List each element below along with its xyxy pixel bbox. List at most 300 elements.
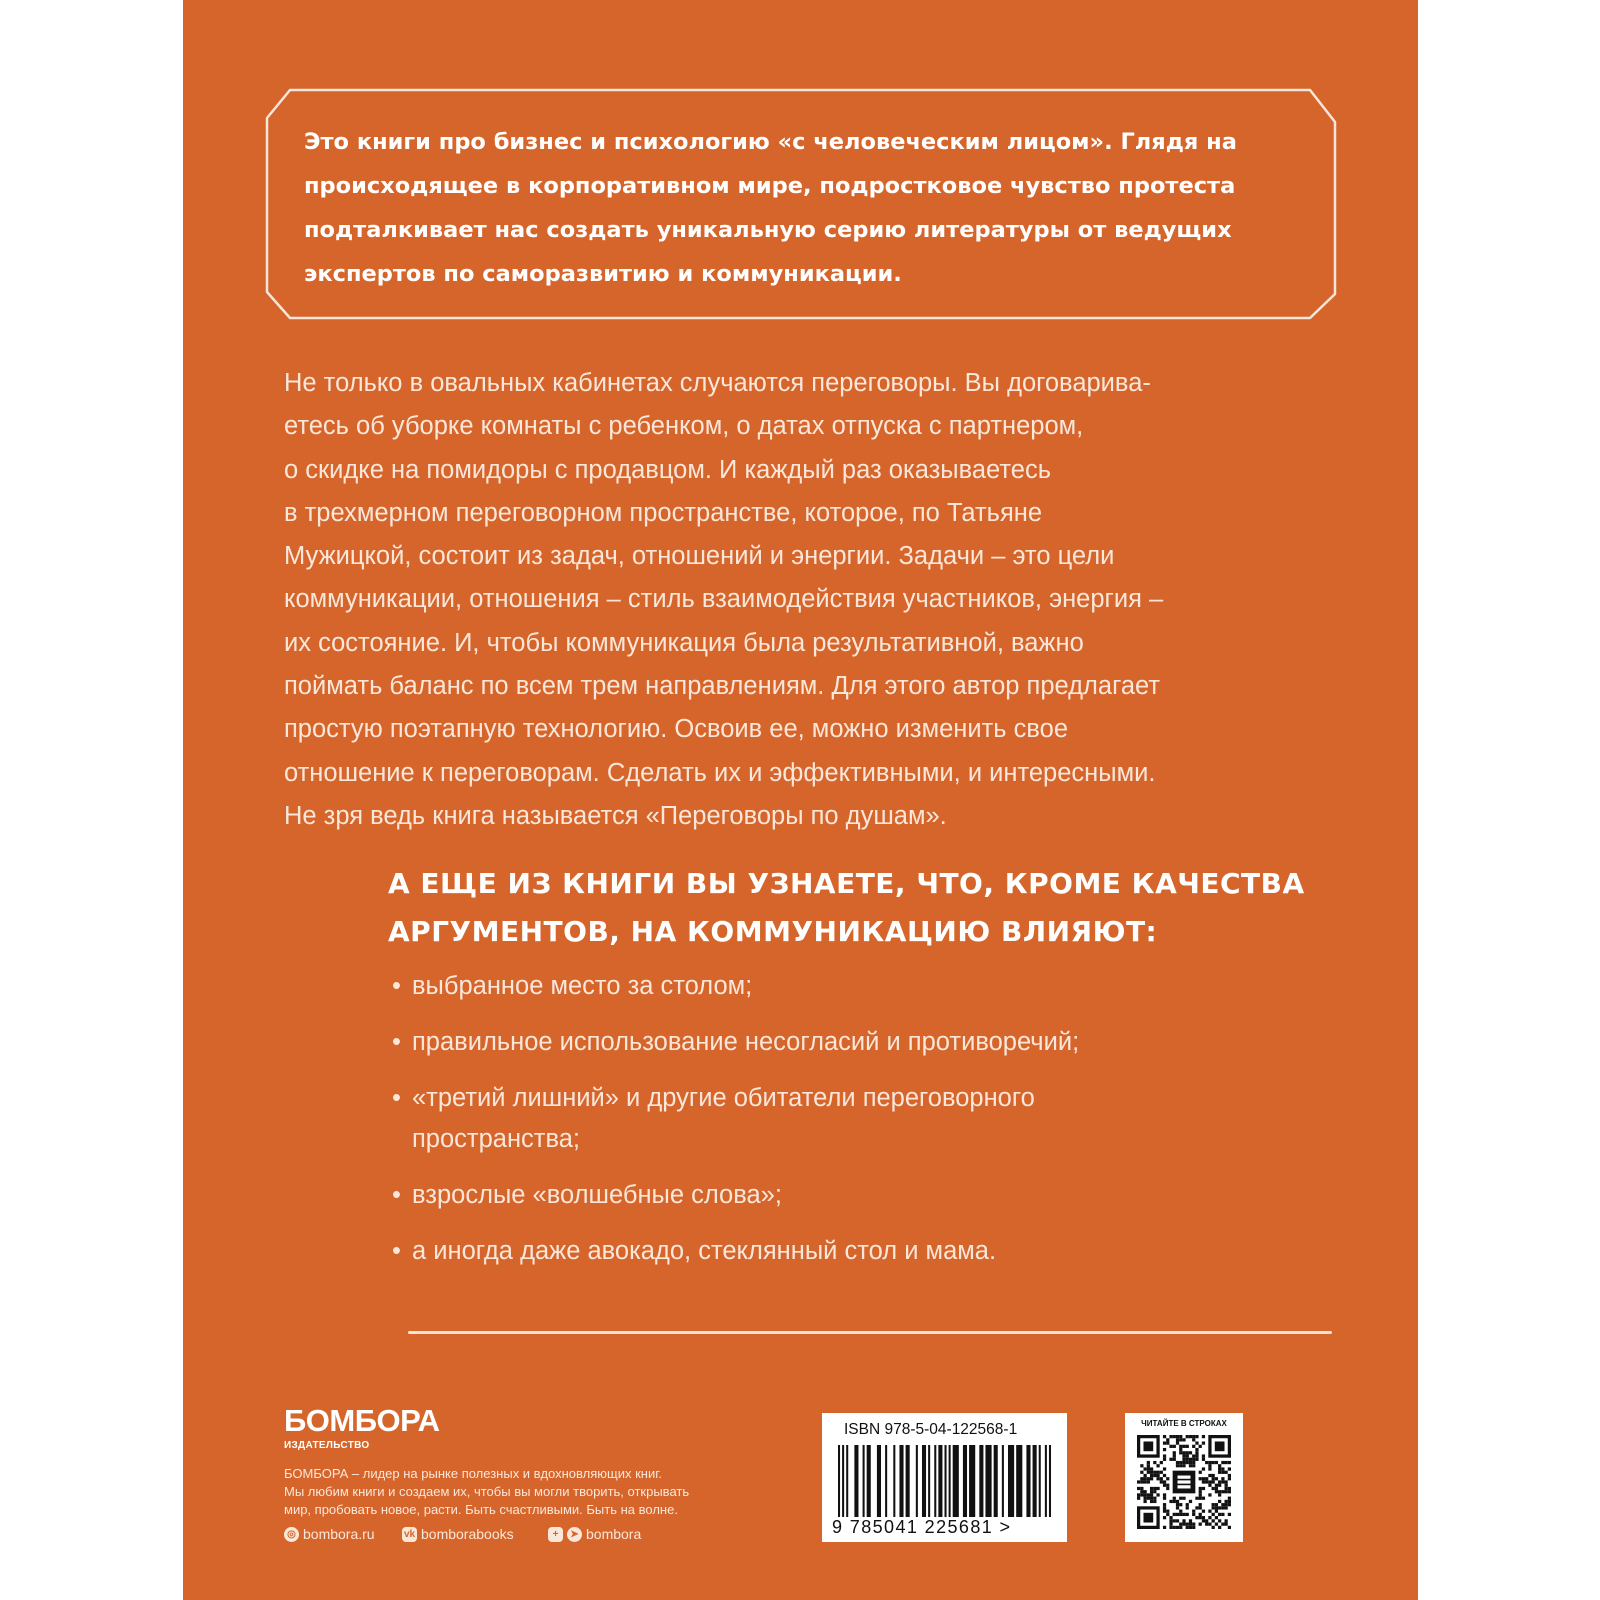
qr-module <box>1208 1464 1211 1467</box>
qr-module <box>1150 1497 1153 1500</box>
qr-module <box>1176 1503 1179 1506</box>
publisher-logo: БОМБОРА <box>284 1403 440 1438</box>
barcode-bar <box>854 1445 858 1517</box>
qr-module <box>1166 1438 1169 1441</box>
qr-module <box>1156 1464 1159 1467</box>
qr-module <box>1218 1493 1221 1496</box>
qr-module <box>1228 1490 1231 1493</box>
qr-module <box>1192 1438 1195 1441</box>
qr-module <box>1143 1497 1146 1500</box>
qr-module <box>1195 1458 1198 1461</box>
qr-module <box>1228 1503 1231 1506</box>
qr-module <box>1218 1480 1221 1483</box>
isbn-label: ISBN 978-5-04-122568-1 <box>844 1421 1018 1438</box>
qr-module <box>1140 1477 1143 1480</box>
qr-module <box>1163 1458 1166 1461</box>
qr-module <box>1156 1477 1159 1480</box>
qr-module <box>1169 1445 1172 1448</box>
qr-finder <box>1143 1513 1153 1523</box>
qr-module <box>1163 1503 1166 1506</box>
qr-module <box>1208 1467 1211 1470</box>
qr-module <box>1221 1523 1224 1526</box>
barcode-bar <box>979 1445 983 1517</box>
qr-module <box>1153 1474 1156 1477</box>
vk-icon: vk <box>403 1528 416 1540</box>
qr-module <box>1147 1477 1150 1480</box>
qr-module <box>1202 1454 1205 1457</box>
qr-module <box>1143 1500 1146 1503</box>
qr-module <box>1221 1506 1224 1509</box>
barcode-bar <box>994 1445 998 1517</box>
qr-module <box>1215 1523 1218 1526</box>
social-vk[interactable] <box>402 1526 514 1542</box>
qr-module <box>1163 1493 1166 1496</box>
qr-module <box>1202 1435 1205 1438</box>
qr-module <box>1160 1480 1163 1483</box>
qr-module <box>1212 1519 1215 1522</box>
barcode-bar <box>1002 1445 1004 1517</box>
qr-module <box>1137 1497 1140 1500</box>
qr-module <box>1212 1503 1215 1506</box>
qr-module <box>1225 1519 1228 1522</box>
qr-module <box>1208 1474 1211 1477</box>
qr-module <box>1225 1487 1228 1490</box>
qr-module <box>1228 1487 1231 1490</box>
qr-module <box>1147 1464 1150 1467</box>
barcode-bar <box>945 1445 947 1517</box>
qr-module <box>1199 1506 1202 1509</box>
qr-module <box>1212 1461 1215 1464</box>
barcode-bar <box>1008 1445 1014 1517</box>
qr-module <box>1192 1445 1195 1448</box>
qr-module <box>1186 1523 1189 1526</box>
qr-module <box>1140 1480 1143 1483</box>
publisher-line: БОМБОРА – лидер на рынке полезных и вдохновляющих книг. <box>284 1466 662 1481</box>
qr-module <box>1153 1497 1156 1500</box>
bullet-text: «третий лишний» и другие обитатели переговорного пространства; <box>412 1084 1035 1153</box>
social-text: bombora.ru <box>303 1526 375 1542</box>
barcode-digits: 9 785041 225681 > <box>832 1517 1012 1537</box>
qr-module <box>1173 1497 1176 1500</box>
qr-module <box>1189 1500 1192 1503</box>
qr-module <box>1163 1497 1166 1500</box>
qr-module <box>1153 1490 1156 1493</box>
heading-line: АРГУМЕНТОВ, НА КОММУНИКАЦИЮ ВЛИЯЮТ: <box>388 915 1158 948</box>
divider <box>408 1331 1332 1334</box>
social-text: bombora <box>586 1526 642 1542</box>
description-line: поймать баланс по всем трем направлениям. Для этого автор предлагает <box>284 672 1161 701</box>
qr-module <box>1192 1526 1195 1529</box>
description-line: в трехмерном переговорном пространстве, которое, по Татьяне <box>284 498 1043 527</box>
qr-module <box>1140 1490 1143 1493</box>
qr-module <box>1160 1461 1163 1464</box>
description-line: етесь об уборке комнаты с ребенком, о датах отпуска с партнером, <box>284 412 1084 441</box>
qr-module <box>1186 1461 1189 1464</box>
qr-module <box>1176 1461 1179 1464</box>
qr-module <box>1176 1441 1179 1444</box>
qr-module <box>1212 1480 1215 1483</box>
description-line: о скидке на помидоры с продавцом. И каждый раз оказываетесь <box>284 455 1051 484</box>
qr-module <box>1176 1519 1179 1522</box>
qr-module <box>1166 1484 1169 1487</box>
qr-module <box>1147 1493 1150 1496</box>
qr-module <box>1205 1523 1208 1526</box>
qr-module <box>1215 1516 1218 1519</box>
qr-module <box>1182 1451 1185 1454</box>
qr-module <box>1156 1474 1159 1477</box>
barcode-bar <box>953 1445 959 1517</box>
intro-line: происходящее в корпоративном мире, подростковое чувство протеста <box>304 173 1236 199</box>
qr-module <box>1225 1490 1228 1493</box>
qr-module <box>1173 1445 1176 1448</box>
qr-module <box>1150 1500 1153 1503</box>
qr-module <box>1179 1526 1182 1529</box>
qr-module <box>1186 1435 1189 1438</box>
social-text: bomborabooks <box>421 1526 514 1542</box>
heading-line: А ЕЩЕ ИЗ КНИГИ ВЫ УЗНАЕТЕ, ЧТО, КРОМЕ КАЧЕСТВА <box>388 867 1305 900</box>
qr-module <box>1166 1513 1169 1516</box>
qr-module <box>1189 1464 1192 1467</box>
qr-module <box>1163 1506 1166 1509</box>
qr-module <box>1163 1435 1166 1438</box>
qr-module <box>1202 1487 1205 1490</box>
qr-module <box>1166 1487 1169 1490</box>
qr-module <box>1163 1516 1166 1519</box>
qr-module <box>1169 1458 1172 1461</box>
qr-module <box>1147 1471 1150 1474</box>
qr-module <box>1153 1461 1156 1464</box>
qr-module <box>1202 1458 1205 1461</box>
barcode-bar <box>893 1445 895 1517</box>
barcode <box>838 1445 1051 1517</box>
qr-finder <box>1143 1441 1153 1451</box>
qr-module <box>1186 1451 1189 1454</box>
qr-module <box>1169 1523 1172 1526</box>
qr-center-logo <box>1178 1476 1191 1479</box>
intro-text <box>304 120 1304 296</box>
qr-module <box>1173 1526 1176 1529</box>
qr-module <box>1225 1523 1228 1526</box>
qr-module <box>1218 1513 1221 1516</box>
qr-module <box>1143 1493 1146 1496</box>
barcode-bar <box>1016 1445 1022 1517</box>
qr-module <box>1150 1490 1153 1493</box>
qr-module <box>1153 1471 1156 1474</box>
qr-module <box>1225 1500 1228 1503</box>
qr-module <box>1225 1461 1228 1464</box>
qr-module <box>1179 1448 1182 1451</box>
qr-module <box>1169 1500 1172 1503</box>
qr-module <box>1228 1474 1231 1477</box>
qr-module <box>1202 1467 1205 1470</box>
qr-module <box>1173 1500 1176 1503</box>
bullet-item: • выбранное место за столом; <box>392 966 1292 1007</box>
qr-module <box>1218 1519 1221 1522</box>
qr-module <box>1199 1523 1202 1526</box>
barcode-bar <box>1049 1445 1051 1517</box>
publisher-logo-subtitle: ИЗДАТЕЛЬСТВО <box>284 1440 370 1451</box>
qr-module <box>1140 1487 1143 1490</box>
barcode-bar <box>969 1445 975 1517</box>
qr-module <box>1199 1490 1202 1493</box>
qr-module <box>1199 1477 1202 1480</box>
qr-module <box>1150 1487 1153 1490</box>
barcode-bar <box>877 1445 881 1517</box>
qr-module <box>1225 1471 1228 1474</box>
qr-module <box>1221 1503 1224 1506</box>
qr-module <box>1189 1458 1192 1461</box>
barcode-bar <box>985 1445 991 1517</box>
qr-module <box>1182 1458 1185 1461</box>
publisher-line: Мы любим книги и создаем их, чтобы вы могли творить, открывать <box>284 1484 690 1499</box>
barcode-bar <box>1026 1445 1030 1517</box>
qr-module <box>1208 1480 1211 1483</box>
barcode-bar <box>963 1445 967 1517</box>
qr-module <box>1176 1464 1179 1467</box>
qr-module <box>1182 1438 1185 1441</box>
qr-module <box>1199 1503 1202 1506</box>
qr-module <box>1208 1510 1211 1513</box>
qr-module <box>1182 1497 1185 1500</box>
qr-module <box>1163 1467 1166 1470</box>
intro-line: Это книги про бизнес и психологию «с человеческим лицом». Глядя на <box>304 129 1237 155</box>
globe-icon: ◎ <box>284 1527 299 1542</box>
qr-module <box>1225 1480 1228 1483</box>
barcode-bar <box>906 1445 910 1517</box>
qr-module <box>1218 1467 1221 1470</box>
qr-module <box>1179 1461 1182 1464</box>
qr-module <box>1218 1526 1221 1529</box>
qr-module <box>1186 1503 1189 1506</box>
description-line: Не только в овальных кабинетах случаются переговоры. Вы договарива- <box>284 369 1151 397</box>
qr-module <box>1160 1477 1163 1480</box>
qr-module <box>1212 1487 1215 1490</box>
qr-module <box>1202 1477 1205 1480</box>
qr-module <box>1179 1464 1182 1467</box>
qr-module <box>1192 1461 1195 1464</box>
qr-module <box>1176 1526 1179 1529</box>
qr-module <box>1140 1493 1143 1496</box>
qr-module <box>1176 1506 1179 1509</box>
qr-module <box>1176 1438 1179 1441</box>
qr-module <box>1195 1454 1198 1457</box>
qr-module <box>1208 1493 1211 1496</box>
barcode-bar <box>1033 1445 1037 1517</box>
qr-module <box>1192 1523 1195 1526</box>
qr-module <box>1192 1464 1195 1467</box>
qr-module <box>1189 1526 1192 1529</box>
qr-module <box>1215 1484 1218 1487</box>
qr-module <box>1182 1464 1185 1467</box>
qr-module <box>1215 1487 1218 1490</box>
barcode-bar <box>934 1445 936 1517</box>
description-line: простую поэтапную технологию. Освоив ее, можно изменить свое <box>284 715 1069 744</box>
qr-module <box>1215 1506 1218 1509</box>
barcode-bar <box>938 1445 942 1517</box>
qr-module <box>1169 1526 1172 1529</box>
qr-module <box>1225 1506 1228 1509</box>
qr-module <box>1173 1451 1176 1454</box>
qr-module <box>1195 1506 1198 1509</box>
qr-module <box>1173 1458 1176 1461</box>
description <box>284 362 1344 838</box>
qr-module <box>1208 1484 1211 1487</box>
qr-module <box>1212 1474 1215 1477</box>
qr-module <box>1192 1435 1195 1438</box>
qr-module <box>1218 1500 1221 1503</box>
qr-module <box>1173 1519 1176 1522</box>
qr-module <box>1208 1516 1211 1519</box>
qr-module <box>1228 1497 1231 1500</box>
qr-module <box>1163 1510 1166 1513</box>
qr-module <box>1195 1435 1198 1438</box>
qr-module <box>1137 1487 1140 1490</box>
qr-module <box>1202 1480 1205 1483</box>
barcode-bar <box>846 1445 848 1517</box>
social-website[interactable] <box>284 1526 375 1542</box>
qr-module <box>1225 1484 1228 1487</box>
bullet-list <box>392 966 1292 1287</box>
qr-module <box>1182 1519 1185 1522</box>
qr-panel <box>1125 1413 1243 1542</box>
qr-module <box>1179 1497 1182 1500</box>
publisher-line: мир, пробовать новое, расти. Быть счастливыми. Быть на волне. <box>284 1502 678 1517</box>
qr-module <box>1189 1519 1192 1522</box>
qr-module <box>1186 1513 1189 1516</box>
qr-module <box>1212 1477 1215 1480</box>
bullet-item <box>392 1078 1172 1160</box>
qr-module <box>1199 1516 1202 1519</box>
qr-module <box>1199 1497 1202 1500</box>
qr-module <box>1169 1516 1172 1519</box>
qr-module <box>1221 1477 1224 1480</box>
qr-module <box>1179 1435 1182 1438</box>
qr-module <box>1143 1480 1146 1483</box>
qr-module <box>1166 1441 1169 1444</box>
qr-module <box>1228 1477 1231 1480</box>
qr-module <box>1179 1445 1182 1448</box>
qr-module <box>1215 1503 1218 1506</box>
qr-module <box>1179 1451 1182 1454</box>
qr-module <box>1215 1510 1218 1513</box>
barcode-bar <box>842 1445 844 1517</box>
qr-module <box>1189 1451 1192 1454</box>
telegram-icon: ➤ <box>567 1527 582 1542</box>
barcode-bar <box>899 1445 903 1517</box>
qr-module <box>1199 1445 1202 1448</box>
qr-module <box>1150 1477 1153 1480</box>
qr-module <box>1169 1435 1172 1438</box>
qr-finder <box>1215 1441 1225 1451</box>
qr-module <box>1143 1467 1146 1470</box>
qr-module <box>1163 1484 1166 1487</box>
intro-line: подталкивает нас создать уникальную серию литературы от ведущих <box>304 217 1232 243</box>
qr-module <box>1212 1506 1215 1509</box>
description-line: коммуникации, отношения – стиль взаимодействия участников, энергия – <box>284 585 1164 614</box>
qr-module <box>1150 1474 1153 1477</box>
qr-module <box>1202 1516 1205 1519</box>
intro-line: экспертов по саморазвитию и коммуникации. <box>304 261 902 287</box>
barcode-bar <box>838 1445 840 1517</box>
qr-module <box>1192 1458 1195 1461</box>
qr-module <box>1176 1435 1179 1438</box>
qr-module <box>1221 1480 1224 1483</box>
qr-module <box>1221 1461 1224 1464</box>
qr-module <box>1208 1523 1211 1526</box>
barcode-bar <box>1039 1445 1041 1517</box>
qr-module <box>1212 1513 1215 1516</box>
qr-module <box>1215 1490 1218 1493</box>
qr-label: ЧИТАЙТЕ В СТРОКАХ <box>1141 1419 1227 1428</box>
qr-module <box>1208 1461 1211 1464</box>
qr-module <box>1218 1506 1221 1509</box>
qr-module <box>1205 1461 1208 1464</box>
description-line: Мужицкой, состоит из задач, отношений и энергии. Задачи – это цели <box>284 542 1115 571</box>
qr-module <box>1150 1467 1153 1470</box>
qr-module <box>1179 1510 1182 1513</box>
qr-module <box>1205 1480 1208 1483</box>
qr-module <box>1202 1519 1205 1522</box>
qr-module <box>1228 1526 1231 1529</box>
qr-module <box>1176 1500 1179 1503</box>
qr-module <box>1182 1454 1185 1457</box>
description-line: отношение к переговорам. Сделать их и эффективными, и интересными. <box>284 758 1156 787</box>
qr-module <box>1195 1497 1198 1500</box>
qr-module <box>1179 1438 1182 1441</box>
qr-module <box>1186 1458 1189 1461</box>
qr-module <box>1156 1493 1159 1496</box>
qr-code <box>1137 1435 1231 1529</box>
barcode-bar <box>867 1445 871 1517</box>
qr-module <box>1186 1506 1189 1509</box>
qr-module <box>1218 1464 1221 1467</box>
bullet-item: • взрослые «волшебные слова»; <box>392 1175 1292 1216</box>
qr-module <box>1225 1503 1228 1506</box>
qr-module <box>1221 1467 1224 1470</box>
qr-module <box>1166 1510 1169 1513</box>
qr-module <box>1192 1510 1195 1513</box>
qr-module <box>1137 1493 1140 1496</box>
qr-module <box>1189 1461 1192 1464</box>
qr-module <box>1137 1480 1140 1483</box>
qr-module <box>1199 1513 1202 1516</box>
qr-module <box>1176 1513 1179 1516</box>
social-telegram[interactable] <box>548 1526 641 1542</box>
barcode-bar <box>949 1445 951 1517</box>
barcode-bar <box>885 1445 887 1517</box>
qr-module <box>1163 1480 1166 1483</box>
qr-module <box>1189 1523 1192 1526</box>
qr-module <box>1182 1461 1185 1464</box>
qr-module <box>1169 1519 1172 1522</box>
barcode-bar <box>1045 1445 1047 1517</box>
qr-module <box>1212 1526 1215 1529</box>
isbn-barcode-panel <box>822 1413 1067 1542</box>
qr-module <box>1140 1464 1143 1467</box>
barcode-bar <box>928 1445 930 1517</box>
qr-center-logo <box>1178 1480 1191 1483</box>
qr-module <box>1143 1490 1146 1493</box>
qr-module <box>1205 1477 1208 1480</box>
qr-module <box>1166 1477 1169 1480</box>
qr-module <box>1228 1461 1231 1464</box>
qr-module <box>1156 1471 1159 1474</box>
qr-module <box>1179 1523 1182 1526</box>
qr-module <box>1195 1448 1198 1451</box>
qr-module <box>1143 1474 1146 1477</box>
learn-heading <box>388 860 1368 956</box>
qr-module <box>1202 1497 1205 1500</box>
